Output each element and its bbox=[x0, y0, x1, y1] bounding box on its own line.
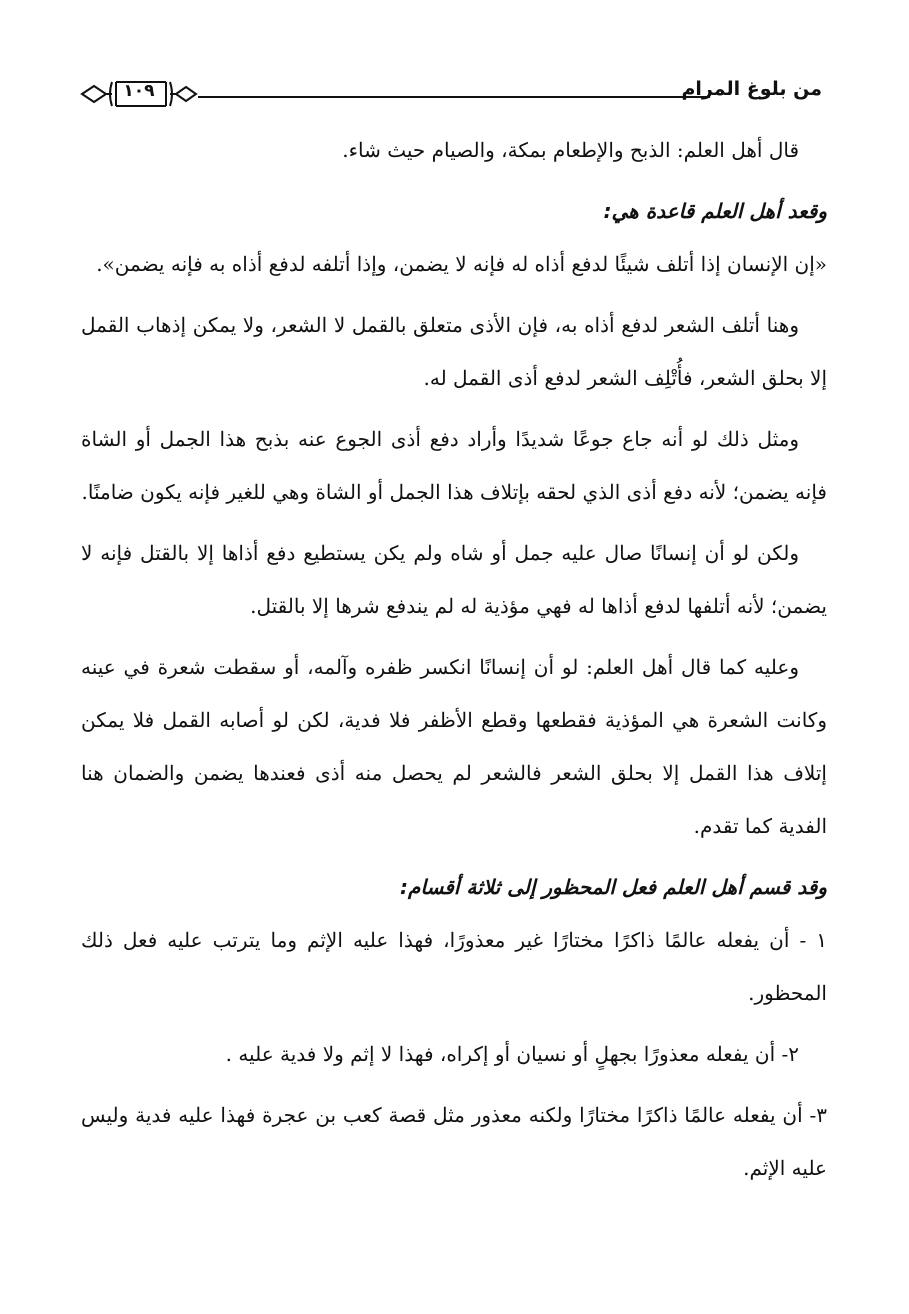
page-content bbox=[81, 124, 827, 1203]
header-rule bbox=[198, 96, 710, 98]
quoted-rule: «إن الإنسان إذا أتلف شيئًا لدفع أذاه له فإنه لا يضمن، وإذا أتلفه لدفع أذاه به فإنه يضمن». bbox=[96, 252, 827, 276]
paragraph-hunger-example: ومثل ذلك لو أنه جاع جوعًا شديدًا وأراد دفع أذى الجوع عنه بذبح هذا الجمل أو الشاة فإنه يضمن؛ لأنه دفع أذى الذي لحقه بإتلاف هذا الجمل أو الشاة وهي للغير فإنه يكون ضامنًا. bbox=[81, 427, 827, 504]
heading-rule: وقعد أهل العلم قاعدة هي: bbox=[603, 199, 827, 223]
paragraph-hair-lice: وهنا أتلف الشعر لدفع أذاه به، فإن الأذى متعلق بالقمل لا الشعر، ولا يمكن إذهاب القمل إلا بحلق الشعر، فأُتْلِف الشعر لدفع أذى القمل له. bbox=[81, 313, 827, 390]
list-item-2: ٢- أن يفعله معذورًا بجهلٍ أو نسيان أو إكراه، فهذا لا إثم ولا فدية عليه . bbox=[225, 1042, 799, 1066]
list-item-3: ٣- أن يفعله عالمًا ذاكرًا مختارًا ولكنه معذور مثل قصة كعب بن عجرة فهذا عليه فدية وليس عليه الإثم. bbox=[81, 1103, 827, 1180]
page-number: ١٠٩ bbox=[123, 81, 155, 101]
running-title: من بلوغ المرام bbox=[681, 78, 822, 100]
paragraph-nail-hair-example: وعليه كما قال أهل العلم: لو أن إنسانًا انكسر ظفره وآلمه، أو سقطت شعرة في عينه وكانت الشعرة هي المؤذية فقطعها وقطع الأظفر فلا فدية، لكن لو أصابه القمل فلا يمكن إتلاف هذا القمل إلا بحلق الشعر فالشعر لم يحصل منه أذى فعندها يضمن والضمان هنا الفدية كما تقدم. bbox=[81, 655, 827, 838]
page-header bbox=[80, 72, 822, 116]
page-number-frame bbox=[80, 76, 198, 112]
paragraph-attacking-animal: ولكن لو أن إنسانًا صال عليه جمل أو شاه ولم يكن يستطيع دفع أذاها إلا بالقتل فإنه لا يضمن؛ لأنه أتلفها لدفع أذاها له فهي مؤذية له لم يندفع شرها إلا بالقتل. bbox=[81, 541, 827, 618]
list-item-1: ١ - أن يفعله عالمًا ذاكرًا مختارًا غير معذورًا، فهذا عليه الإثم وما يترتب عليه فعل ذلك المحظور. bbox=[81, 928, 827, 1005]
paragraph-sacrifice-location: قال أهل العلم: الذبح والإطعام بمكة، والصيام حيث شاء. bbox=[342, 138, 799, 162]
heading-three-categories: وقد قسم أهل العلم فعل المحظور إلى ثلاثة أقسام: bbox=[399, 875, 827, 899]
